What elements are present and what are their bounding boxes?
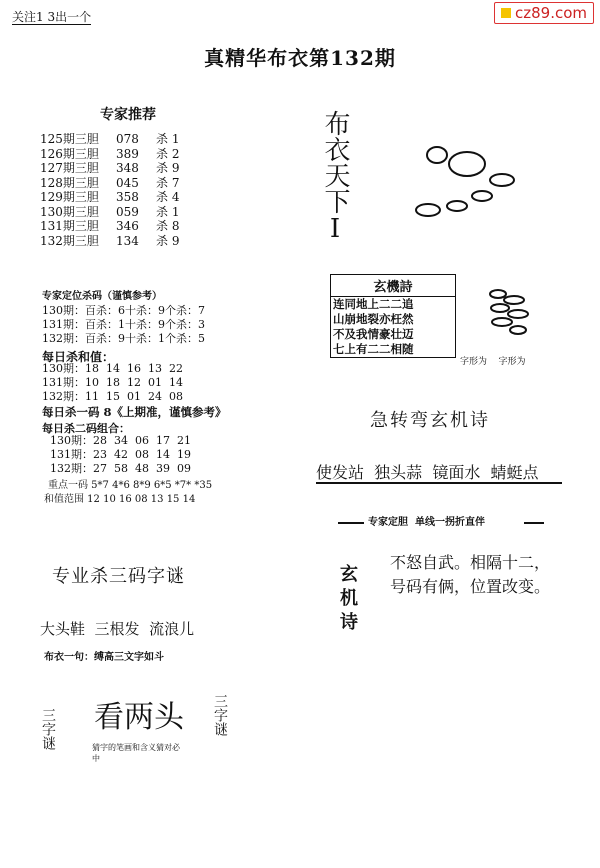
sum-range-line: 和值范围 12 10 16 08 13 15 14 [44, 494, 196, 505]
right-vert-title: 布衣天下Ⅰ [320, 110, 350, 244]
expert-row-kill: 杀 1 [156, 204, 180, 219]
expert-row-period: 132期三胆 [40, 233, 99, 248]
expert-row-period: 130期三胆 [40, 204, 99, 219]
daily-kill-line2: 每日杀二码组合： [42, 422, 130, 435]
poem-line: 山崩地裂亦枉然 [333, 312, 414, 326]
stacked-beads-icon [484, 288, 532, 338]
expert-row-num: 358 [116, 190, 139, 204]
expert-row-period: 127期三胆 [40, 161, 99, 175]
expert-row-num: 059 [116, 204, 139, 219]
poem-line: 不及我情豪壮迈 [333, 327, 414, 341]
expert-row-num: 348 [116, 161, 139, 175]
riddle-heading: 专业杀三码字谜 [52, 566, 185, 587]
expert-line-left-dash [338, 522, 364, 524]
expert-row [40, 219, 220, 234]
expert-row-period: 126期三胆 [40, 146, 99, 161]
section-underline [316, 482, 562, 484]
position-kill-rows [42, 304, 205, 346]
position-kill-heading: 专家定位杀码（谨慎参考） [42, 291, 162, 302]
expert-row-kill: 杀 1 [156, 132, 180, 146]
poem-box [330, 274, 456, 358]
shape-label: 字形为 字形为 [460, 357, 526, 367]
expert-row-kill: 杀 8 [156, 219, 180, 233]
poem-line: 连同地上二二追 [333, 297, 414, 311]
expert-row-kill: 杀 7 [156, 175, 180, 190]
expert-row [40, 161, 220, 176]
expert-row-num: 134 [116, 233, 139, 248]
expert-row [40, 190, 220, 205]
logo-square-icon [501, 8, 511, 18]
expert-row-num: 346 [116, 219, 139, 233]
daily-kill-row: 131期：23 42 08 14 19 [50, 448, 191, 461]
riddle-caption: 猜字的笔画和含义猜对必中 [92, 743, 180, 763]
section-line: 使发站 独头蒜 镜面水 蜻蜓点 [316, 463, 539, 482]
expert-row-period: 131期三胆 [40, 219, 99, 233]
expert-row [40, 132, 220, 147]
expert-row-period: 125期三胆 [40, 132, 99, 146]
riddle-center: 看两头 [94, 700, 184, 735]
position-kill-row: 131期：百杀：1十杀：9个杀：3 [42, 318, 205, 331]
bead-figure-icon [412, 140, 532, 230]
expert-row-kill: 杀 9 [156, 233, 180, 248]
expert-row-num: 389 [116, 146, 139, 161]
expert-row [40, 205, 220, 220]
expert-row-num: 078 [116, 132, 139, 146]
expert-row-kill: 杀 9 [156, 161, 180, 175]
expert-row [40, 147, 220, 162]
expert-row-kill: 杀 2 [156, 146, 180, 161]
expert-line: 专家定胆 单线一拐折直伴 [368, 517, 485, 528]
logo-text: cz89.com [515, 4, 588, 22]
position-kill-row: 130期：百杀：6十杀：9个杀：7 [42, 304, 205, 317]
expert-row [40, 176, 220, 191]
verse-line-1: 不怒自武。相隔十二， [390, 553, 551, 572]
expert-heading: 专家推荐 [100, 107, 156, 123]
top-note: 关注1 3出一个 [12, 10, 92, 24]
position-kill-row: 132期：百杀：9十杀：1个杀：5 [42, 332, 205, 345]
sum-kill-rows [42, 362, 183, 404]
expert-row-num: 045 [116, 175, 139, 190]
xuan-vert: 玄机诗 [337, 564, 358, 636]
site-logo[interactable] [494, 2, 594, 24]
sum-kill-row: 131期：10 18 12 01 14 [42, 376, 183, 389]
riddle-left-vert: 三字谜 [40, 708, 56, 750]
poem-lines [331, 297, 455, 357]
daily-kill-row: 130期：28 34 06 17 21 [50, 434, 191, 447]
verse-line-2: 号码有俩，位置改变。 [390, 577, 551, 596]
poem-line: 七上有二二相随 [333, 342, 414, 356]
expert-table [40, 132, 220, 248]
expert-row-kill: 杀 4 [156, 190, 180, 204]
daily-kill-row: 132期：27 58 48 39 09 [50, 462, 191, 475]
page-title: 真精华布衣第132期 [204, 46, 396, 70]
riddle-right-vert: 三字谜 [212, 694, 228, 736]
sum-kill-row: 132期：11 15 01 24 08 [42, 390, 183, 403]
riddle-sub: 布衣一句：缚高三文字如斗 [44, 652, 164, 663]
expert-line-right-dash [524, 522, 544, 524]
section-title: 急转弯玄机诗 [370, 410, 490, 431]
expert-row-period: 128期三胆 [40, 175, 99, 190]
expert-row-period: 129期三胆 [40, 190, 99, 204]
poem-heading: 玄機詩 [331, 275, 455, 297]
focus-line: 重点一码 5*7 4*6 8*9 6*5 *7* *35 [48, 480, 213, 491]
daily-kill-rows [50, 434, 191, 476]
daily-kill-line1: 每日杀一码 8《上期准，谨慎参考》 [42, 405, 227, 419]
expert-row [40, 234, 220, 249]
riddle-items: 大头鞋 三根发 流浪儿 [40, 620, 195, 638]
sum-kill-row: 130期：18 14 16 13 22 [42, 362, 183, 375]
sum-kill-heading: 每日杀和值： [42, 350, 115, 364]
